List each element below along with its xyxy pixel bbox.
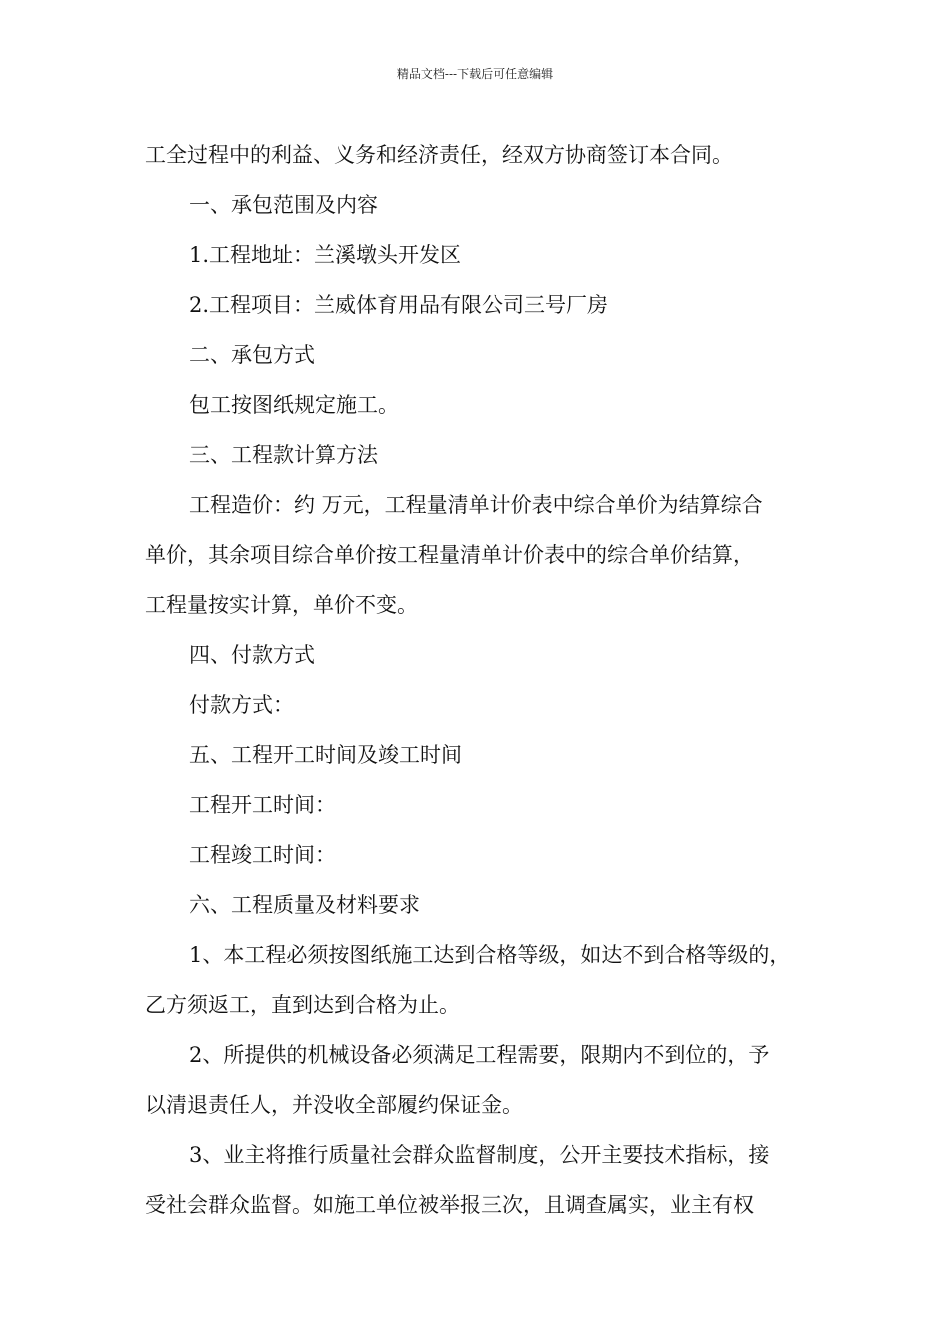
- body-line: 以清退责任人，并没收全部履约保证金。: [145, 1093, 523, 1117]
- body-line: 单价，其余项目综合单价按工程量清单计价表中的综合单价结算，: [145, 543, 754, 567]
- body-line: 包工按图纸规定施工。: [189, 393, 399, 417]
- body-line: 工程竣工时间：: [189, 843, 336, 867]
- body-line: 乙方须返工，直到达到合格为止。: [145, 993, 460, 1017]
- section-heading: 二、承包方式: [189, 343, 315, 367]
- document-body: [145, 130, 825, 1230]
- body-line: 工程量按实计算，单价不变。: [145, 593, 418, 617]
- body-line: 工全过程中的利益、义务和经济责任，经双方协商签订本合同。: [145, 143, 733, 167]
- body-line: 受社会群众监督。如施工单位被举报三次，且调查属实，业主有权: [145, 1193, 754, 1217]
- body-line: 付款方式：: [189, 693, 294, 717]
- body-line: 3、业主将推行质量社会群众监督制度，公开主要技术指标，接: [189, 1143, 770, 1167]
- page-header: 精品文档---下载后可任意编辑: [396, 67, 554, 81]
- section-heading: 六、工程质量及材料要求: [189, 893, 420, 917]
- section-heading: 一、承包范围及内容: [189, 193, 378, 217]
- body-line: 2.工程项目：兰威体育用品有限公司三号厂房: [189, 293, 609, 317]
- section-heading: 三、工程款计算方法: [189, 443, 378, 467]
- section-heading: 五、工程开工时间及竣工时间: [189, 743, 462, 767]
- section-heading: 四、付款方式: [189, 643, 315, 667]
- body-line: 1.工程地址：兰溪墩头开发区: [189, 243, 462, 267]
- body-line: 工程造价：约 万元，工程量清单计价表中综合单价为结算综合: [189, 493, 763, 517]
- body-line: 2、所提供的机械设备必须满足工程需要，限期内不到位的，予: [189, 1043, 770, 1067]
- body-line: 1、本工程必须按图纸施工达到合格等级，如达不到合格等级的，: [189, 943, 791, 967]
- body-line: 工程开工时间：: [189, 793, 336, 817]
